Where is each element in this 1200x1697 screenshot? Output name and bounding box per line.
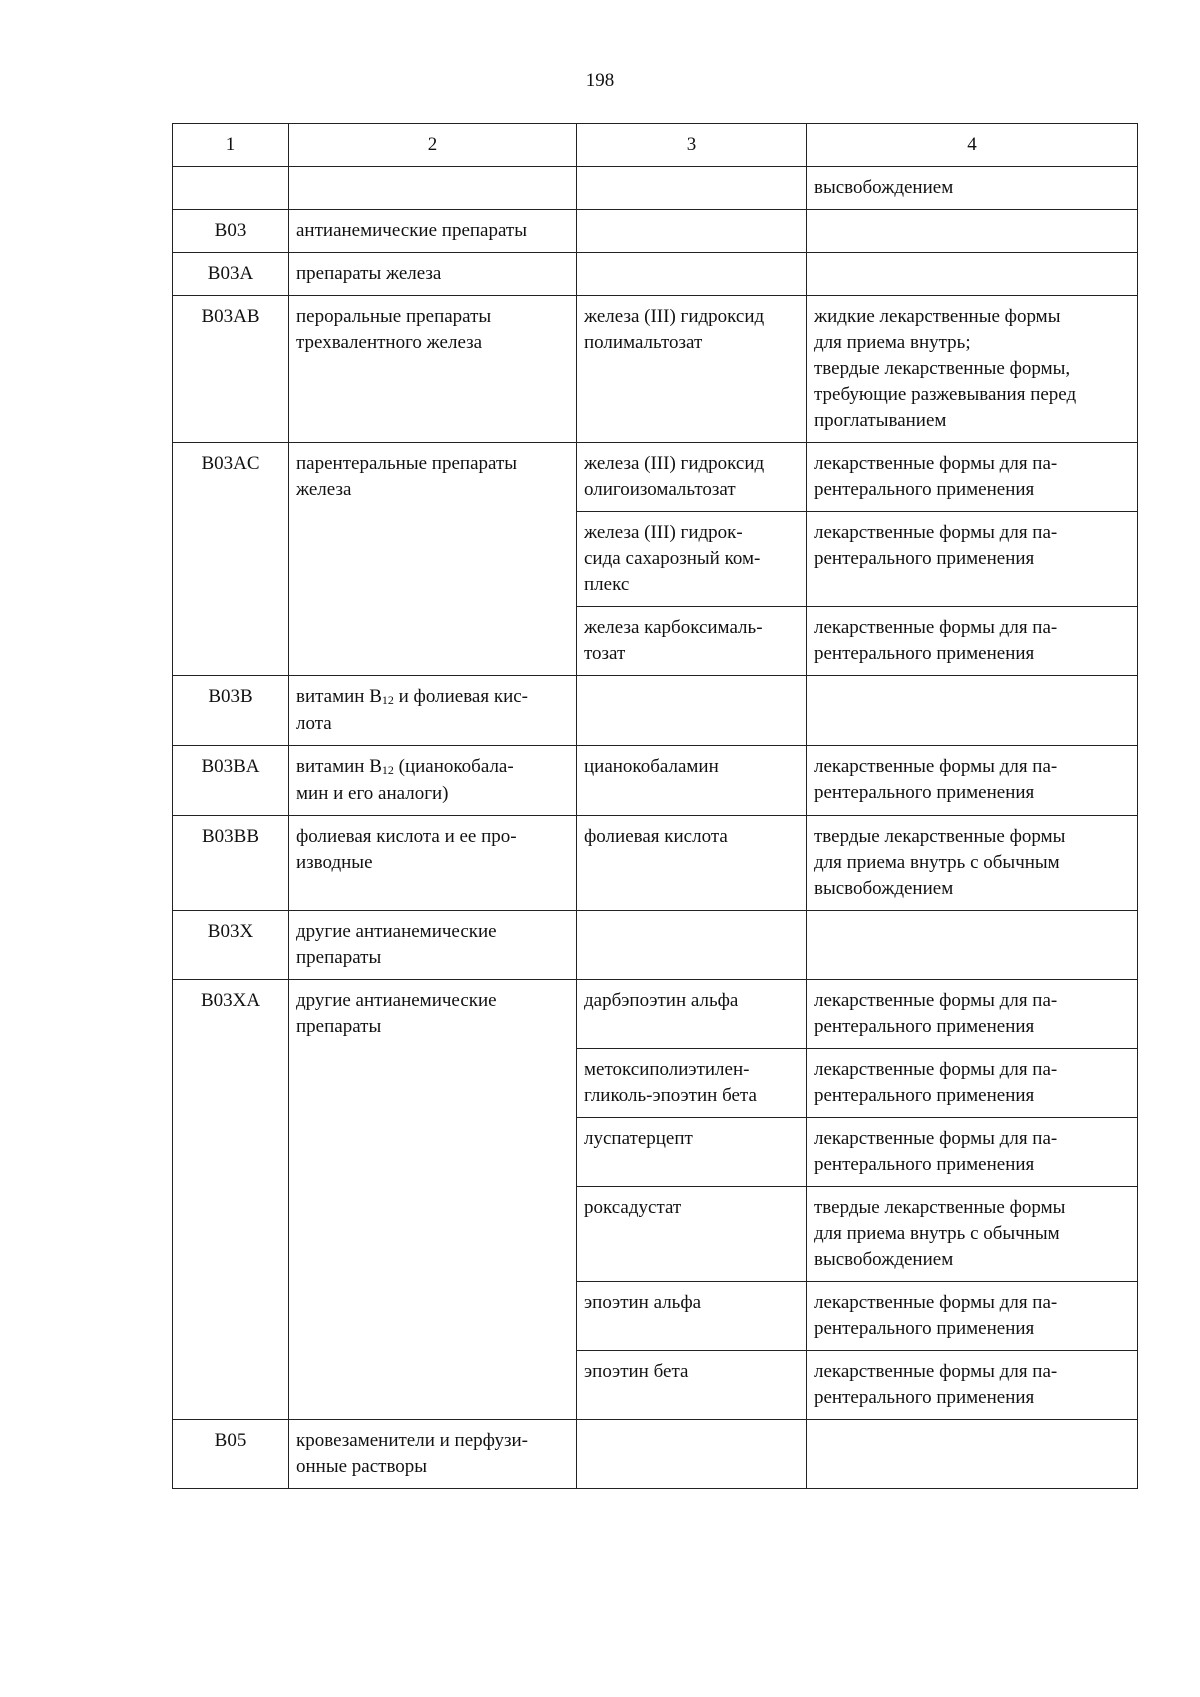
dosage-form: лекарственные формы для па- рентерального применения [807,1049,1138,1118]
dosage-form: лекарственные формы для па- рентерального применения [807,607,1138,676]
group-name: кровезаменители и перфузи- онные растворы [289,1420,577,1489]
header-col-4: 4 [807,124,1138,167]
dosage-form: твердые лекарственные формы для приема внутрь с обычным высвобождением [807,1187,1138,1282]
group-name [289,746,577,816]
table-row [173,816,1138,911]
dosage-form: лекарственные формы для па- рентерального применения [807,1351,1138,1420]
dosage-form: жидкие лекарственные формы для приема внутрь; твердые лекарственные формы, требующие разжевывания перед проглатыванием [807,296,1138,443]
table-row [173,443,1138,512]
table-row [173,1420,1138,1489]
dosage-form: лекарственные формы для па- рентерального применения [807,1118,1138,1187]
drug-name: фолиевая кислота [577,816,807,911]
atc-code: B03 [173,210,289,253]
drug-name [577,1420,807,1489]
drug-name [577,911,807,980]
dosage-form [807,676,1138,746]
header-row [173,124,1138,167]
page-number: 198 [585,70,615,91]
subscript: 12 [381,763,394,777]
group-name [289,167,577,210]
drug-name: роксадустат [577,1187,807,1282]
group-name-part: и фолиевая кис- лота [296,686,529,734]
dosage-form [807,210,1138,253]
header-col-2: 2 [289,124,577,167]
group-name: другие антианемические препараты [289,980,577,1420]
drug-name: железа (III) гидроксид олигоизомальтозат [577,443,807,512]
drug-name: эпоэтин альфа [577,1282,807,1351]
atc-code: B03AC [173,443,289,676]
table-row [173,296,1138,443]
table-row [173,746,1138,816]
group-name [289,676,577,746]
dosage-form [807,253,1138,296]
dosage-form: лекарственные формы для па- рентерального применения [807,1282,1138,1351]
group-name: пероральные препараты трехвалентного железа [289,296,577,443]
atc-code: B03BB [173,816,289,911]
table-row [173,980,1138,1049]
group-name: парентеральные препараты железа [289,443,577,676]
table-row [173,676,1138,746]
drug-name [577,210,807,253]
table-row [173,253,1138,296]
drug-name [577,253,807,296]
atc-code: B05 [173,1420,289,1489]
atc-code: B03AB [173,296,289,443]
table-row [173,167,1138,210]
drug-name: метоксиполиэтилен- гликоль-эпоэтин бета [577,1049,807,1118]
drug-name [577,676,807,746]
drug-name: железа (III) гидрок- сида сахарозный ком- плекс [577,512,807,607]
group-name: фолиевая кислота и ее про- изводные [289,816,577,911]
dosage-form: твердые лекарственные формы для приема внутрь с обычным высвобождением [807,816,1138,911]
drug-name: луспатерцепт [577,1118,807,1187]
dosage-form [807,911,1138,980]
dosage-form: лекарственные формы для па- рентерального применения [807,980,1138,1049]
drug-name: эпоэтин бета [577,1351,807,1420]
dosage-form: лекарственные формы для па- рентерального применения [807,512,1138,607]
header-col-3: 3 [577,124,807,167]
drug-name [577,167,807,210]
subscript: 12 [381,693,394,707]
atc-code: B03XA [173,980,289,1420]
atc-code: B03B [173,676,289,746]
atc-code: B03X [173,911,289,980]
atc-code: B03A [173,253,289,296]
dosage-form: лекарственные формы для па- рентерального применения [807,443,1138,512]
dosage-form: высвобождением [807,167,1138,210]
dosage-form [807,1420,1138,1489]
group-name-part: витамин B [296,756,382,777]
header-col-1: 1 [173,124,289,167]
atc-code: B03BA [173,746,289,816]
table-row [173,911,1138,980]
drug-name: железа карбоксималь- тозат [577,607,807,676]
group-name: препараты железа [289,253,577,296]
group-name: другие антианемические препараты [289,911,577,980]
atc-code [173,167,289,210]
drug-name: дарбэпоэтин альфа [577,980,807,1049]
group-name-part: (цианокобала- мин и его аналоги) [296,756,514,804]
dosage-form: лекарственные формы для па- рентерального применения [807,746,1138,816]
group-name-part: витамин B [296,686,382,707]
drug-name: железа (III) гидроксид полимальтозат [577,296,807,443]
drug-name: цианокобаламин [577,746,807,816]
group-name: антианемические препараты [289,210,577,253]
table-row [173,210,1138,253]
atc-drug-table [172,123,1138,1489]
